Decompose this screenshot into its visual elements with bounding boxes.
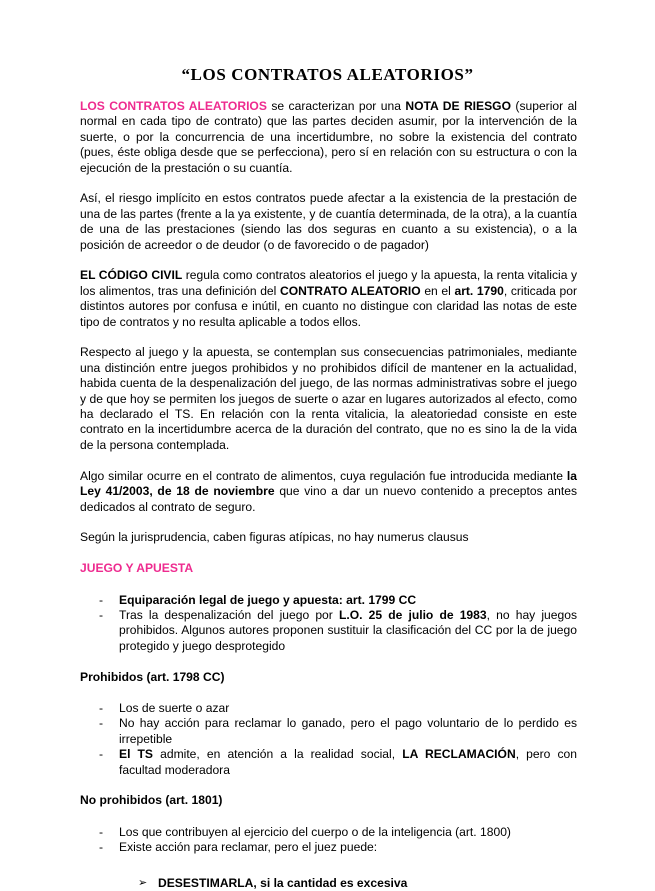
arrow-bullet-icon: ➢ — [138, 876, 148, 889]
list-item-text: admite, en atención a la realidad social, — [153, 747, 403, 762]
dash-bullet: - — [99, 700, 104, 715]
list-item — [80, 716, 577, 747]
dash-bullet: - — [99, 592, 104, 607]
term-contratos-aleatorios: LOS CONTRATOS ALEATORIOS — [80, 99, 267, 113]
paragraph-text: (superior al normal en cada tipo de contrato) que las partes deciden asumir, por la intervención de la suerte, o por la concurrencia de una incertidumbre, no sobre la existencia del contrato (pues, éste obliga desde que se perfecciona), pero sí en relación con su estructura o con la ejecución de la prestación o su cuantía. — [80, 99, 577, 175]
list-item — [80, 825, 577, 840]
list-item-text: Los de suerte o azar — [119, 700, 230, 715]
paragraph-text: regula como contratos aleatorios el juego y la apuesta, la renta vitalicia y los alimentos, tras una definición del — [80, 268, 577, 298]
term-la-reclamacion: LA RECLAMACIÓN — [402, 747, 516, 762]
term-lo-1983: L.O. 25 de julio de 1983 — [338, 607, 487, 622]
paragraph-text: que vino a dar un nuevo contenido a preceptos antes dedicados al contrato de seguro. — [80, 484, 577, 514]
dash-bullet: - — [99, 716, 104, 731]
list-item-text: No hay acción para reclamar lo ganado, pero el pago voluntario de lo perdido es irrepetible — [119, 716, 577, 746]
dash-bullet: - — [99, 747, 104, 762]
term-codigo-civil: EL CÓDIGO CIVIL — [80, 268, 183, 283]
term-nota-de-riesgo: NOTA DE RIESGO — [405, 99, 511, 113]
paragraph-text: Algo similar ocurre en el contrato de alimentos, cuya regulación fue introducida mediante — [80, 468, 567, 483]
list-no-prohibidos — [80, 825, 577, 856]
list-prohibidos — [80, 701, 577, 778]
list-item-text: Los que contribuyen al ejercicio del cuerpo o de la inteligencia (art. 1800) — [119, 824, 511, 839]
term-el-ts: El TS — [119, 747, 153, 762]
paragraph-intro — [80, 99, 577, 176]
list-item-text: Equiparación legal de juego y apuesta: art. 1799 CC — [119, 592, 417, 607]
paragraph-text: , criticada por distintos autores por confusa e inútil, en cuanto no distingue con claridad las notas de este tipo de contratos y no resulta aplicable a todos ellos. — [80, 283, 577, 329]
dash-bullet: - — [99, 840, 104, 855]
sublist-no-prohibidos — [80, 876, 577, 891]
paragraph-codigo-civil — [80, 268, 577, 330]
document-title: “LOS CONTRATOS ALEATORIOS” — [181, 65, 474, 84]
list-item-text: DESESTIMARLA, si la cantidad es excesiva — [158, 875, 408, 890]
term-ley-41-2003: la Ley 41/2003, de 18 de noviembre — [80, 468, 577, 499]
list-item — [80, 876, 577, 891]
list-item-text: , no hay juegos prohibidos. Algunos autores proponen sustituir la clasificación del CC por la de juego protegido y juego desprotegido — [119, 607, 577, 653]
list-item — [80, 701, 577, 716]
list-item — [80, 608, 577, 654]
list-item — [80, 593, 577, 608]
document-body — [80, 99, 577, 891]
paragraph-jurisprudencia: Según la jurisprudencia, caben figuras atípicas, no hay numerus clausus — [80, 530, 469, 545]
list-item-text: Existe acción para reclamar, pero el juez puede: — [119, 840, 378, 855]
term-contrato-aleatorio: CONTRATO ALEATORIO — [279, 283, 421, 298]
heading-juego-y-apuesta: JUEGO Y APUESTA — [80, 561, 194, 576]
paragraph-juego-apuesta: Respecto al juego y la apuesta, se contemplan sus consecuencias patrimoniales, mediante una distinción entre juegos prohibidos y no prohibidos difícil de mantener en la actualidad, habida cuenta de la despenalización del juego, de las normas administrativas sobre el juego y de que hoy se permiten los juegos de suerte o azar en lugares autorizados al efecto, como ha declarado el TS. En relación con la renta vitalicia, la aleatoriedad consiste en este contrato en la incertidumbre acerca de la duración del contrato, que no es sino la de la vida de la persona contemplada. — [80, 345, 577, 452]
list-juego-y-apuesta — [80, 593, 577, 655]
heading-prohibidos: Prohibidos (art. 1798 CC) — [80, 669, 225, 684]
paragraph-text: se caracterizan por una — [266, 99, 406, 113]
paragraph-riesgo: Así, el riesgo implícito en estos contratos puede afectar a la existencia de la prestación de una de las partes (frente a la ya existente, y de cuantía determinada, de la otra), a la cuantía de una de las prestaciones (siendo las dos seguras en cuanto a su existencia), o a la posición de acreedor o de deudor (o de favorecido o de pagador) — [80, 191, 577, 252]
heading-no-prohibidos: No prohibidos (art. 1801) — [80, 793, 223, 808]
list-item-text: Tras la despenalización del juego por — [119, 607, 339, 622]
list-item — [80, 747, 577, 778]
list-item-text: , pero con facultad moderadora — [119, 747, 577, 777]
dash-bullet: - — [99, 607, 104, 622]
dash-bullet: - — [99, 824, 104, 839]
paragraph-text: en el — [420, 283, 455, 298]
term-art-1790: art. 1790 — [454, 283, 504, 298]
paragraph-alimentos — [80, 469, 577, 515]
